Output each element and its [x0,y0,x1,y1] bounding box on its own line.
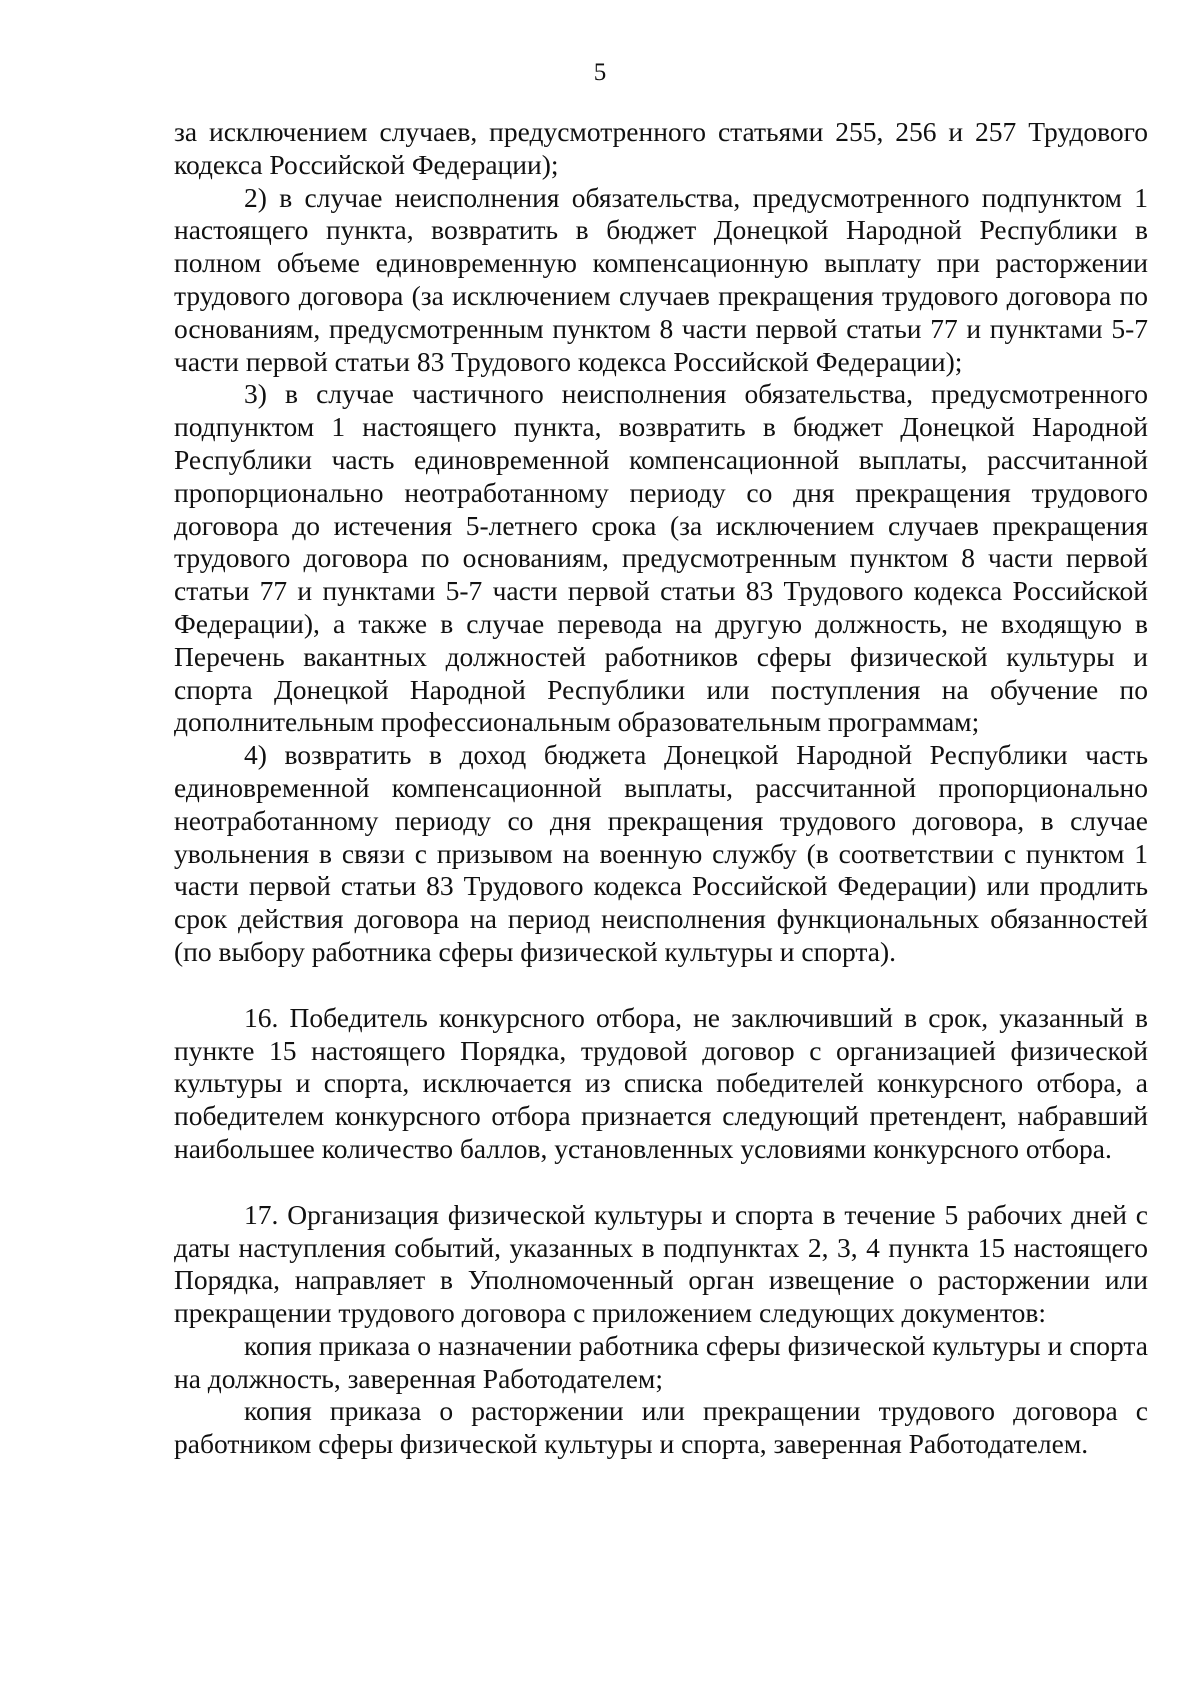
paragraph-item-17: 17. Организация физической культуры и спорта в течение 5 рабочих дней с даты наступления событий, указанных в подпунктах 2, 3, 4 пункта 15 настоящего Порядка, направляет в Уполномоченный орган извещение о расторжении или прекращении трудового договора с приложением следующих документов: [174,1198,1148,1329]
paragraph-subitem-4: 4) возвратить в доход бюджета Донецкой Народной Республики часть единовременной компенсационной выплаты, рассчитанной пропорционально неотработанному периоду со дня прекращения трудового договора, в случае увольнения в связи с призывом на военную службу (в соответствии с пунктом 1 части первой статьи 83 Трудового кодекса Российской Федерации) или продлить срок действия договора на период неисполнения функциональных обязанностей (по выбору работника сферы физической культуры и спорта). [174,739,1148,967]
paragraph-document-1: копия приказа о назначении работника сферы физической культуры и спорта на должность, заверенная Работодателем; [174,1329,1148,1394]
paragraph-item-16: 16. Победитель конкурсного отбора, не заключивший в срок, указанный в пункте 15 настоящего Порядка, трудовой договор с организацией физической культуры и спорта, исключается из списка победителей конкурсного отбора, а победителем конкурсного отбора признается следующий претендент, набравший наибольшее количество баллов, установленных условиями конкурсного отбора. [174,1001,1148,1164]
page-number: 5 [593,59,607,86]
paragraph-subitem-2: 2) в случае неисполнения обязательства, предусмотренного подпунктом 1 настоящего пункта, возвратить в бюджет Донецкой Народной Республики в полном объеме единовременную компенсационную выплату при расторжении трудового договора (за исключением случаев прекращения трудового договора по основаниям, предусмотренным пунктом 8 части первой статьи 77 и пунктами 5-7 части первой статьи 83 Трудового кодекса Российской Федерации); [174,181,1148,377]
paragraph-subitem-3: 3) в случае частичного неисполнения обязательства, предусмотренного подпунктом 1 настоящего пункта, возвратить в бюджет Донецкой Народной Республики часть единовременной компенсационной выплаты, рассчитанной пропорционально неотработанному периоду со дня прекращения трудового договора до истечения 5-летнего срока (за исключением случаев прекращения трудового договора по основаниям, предусмотренным пунктом 8 части первой статьи 77 и пунктами 5-7 части первой статьи 83 Трудового кодекса Российской Федерации), а также в случае перевода на другую должность, не входящую в Перечень вакантных должностей работников сферы физической культуры и спорта Донецкой Народной Республики или поступления на обучение по дополнительным профессиональным образовательным программам; [174,378,1148,738]
paragraph-continuation: за исключением случаев, предусмотренного статьями 255, 256 и 257 Трудового кодекса Российской Федерации); [174,116,1148,180]
paragraph-document-2: копия приказа о расторжении или прекращении трудового договора с работником сферы физической культуры и спорта, заверенная Работодателем. [174,1395,1148,1460]
body-text [174,116,1148,1461]
